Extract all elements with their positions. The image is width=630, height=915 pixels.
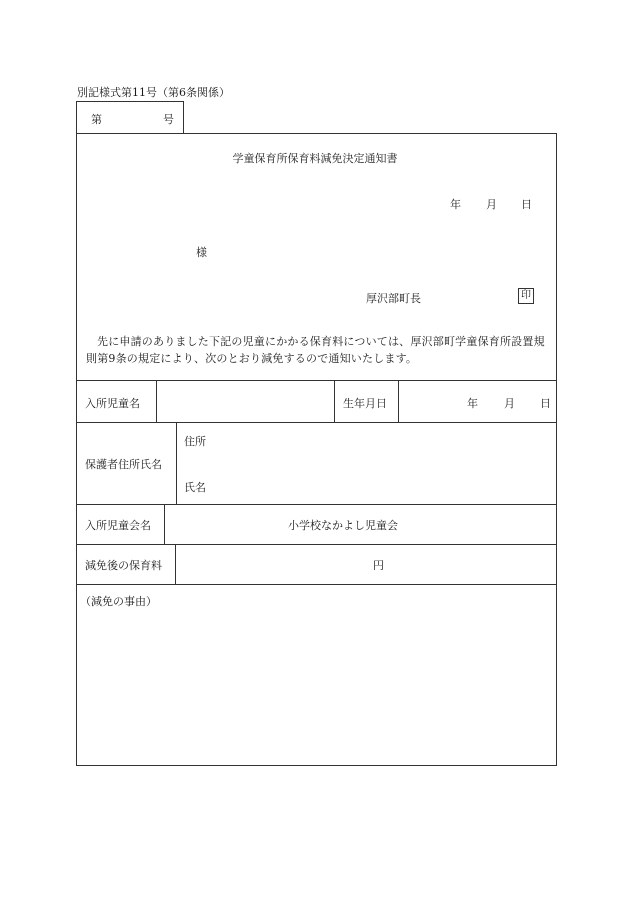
notice-body-text: 先に申請のありました下記の児童にかかる保育料については、厚沢部町学童保育所設置規則第9条の規定により、次のとおり減免するので通知いたします。 [86,335,545,365]
table-divider [175,544,176,584]
reason-label: （減免の事由） [80,595,157,608]
birthdate-day: 日 [540,397,551,410]
table-divider [76,504,557,505]
fee-label: 減免後の保育料 [85,559,162,572]
table-divider [164,504,165,544]
birthdate-label: 生年月日 [343,397,387,410]
club-label: 入所児童会名 [85,519,151,532]
notice-date-day: 日 [521,198,532,211]
guardian-label: 保護者住所氏名 [85,458,162,471]
addressee-suffix: 様 [196,246,207,259]
table-divider [156,380,157,422]
address-label: 住所 [184,435,206,448]
number-prefix: 第 [91,113,102,126]
birthdate-year: 年 [467,397,478,410]
issuer-name: 厚沢部町長 [366,292,421,305]
table-divider [76,544,557,545]
number-suffix: 号 [163,113,174,126]
form-reference: 別記様式第11号（第6条関係） [77,86,230,99]
notice-date-year: 年 [450,198,461,211]
child-name-label: 入所児童名 [85,397,140,410]
table-divider [334,380,335,422]
club-value: 小学校なかよし児童会 [288,519,398,532]
birthdate-month: 月 [504,397,515,410]
table-divider [76,380,557,381]
notice-title: 学童保育所保育料減免決定通知書 [232,152,398,165]
table-divider [76,584,557,585]
form-frame [76,133,557,766]
fee-unit: 円 [373,559,384,572]
table-divider [176,422,177,504]
document-number-box [76,101,184,133]
seal-mark: 印 [518,288,534,304]
notice-date-month: 月 [486,198,497,211]
table-divider [398,380,399,422]
table-divider [76,422,557,423]
guardian-name-label: 氏名 [184,481,206,494]
